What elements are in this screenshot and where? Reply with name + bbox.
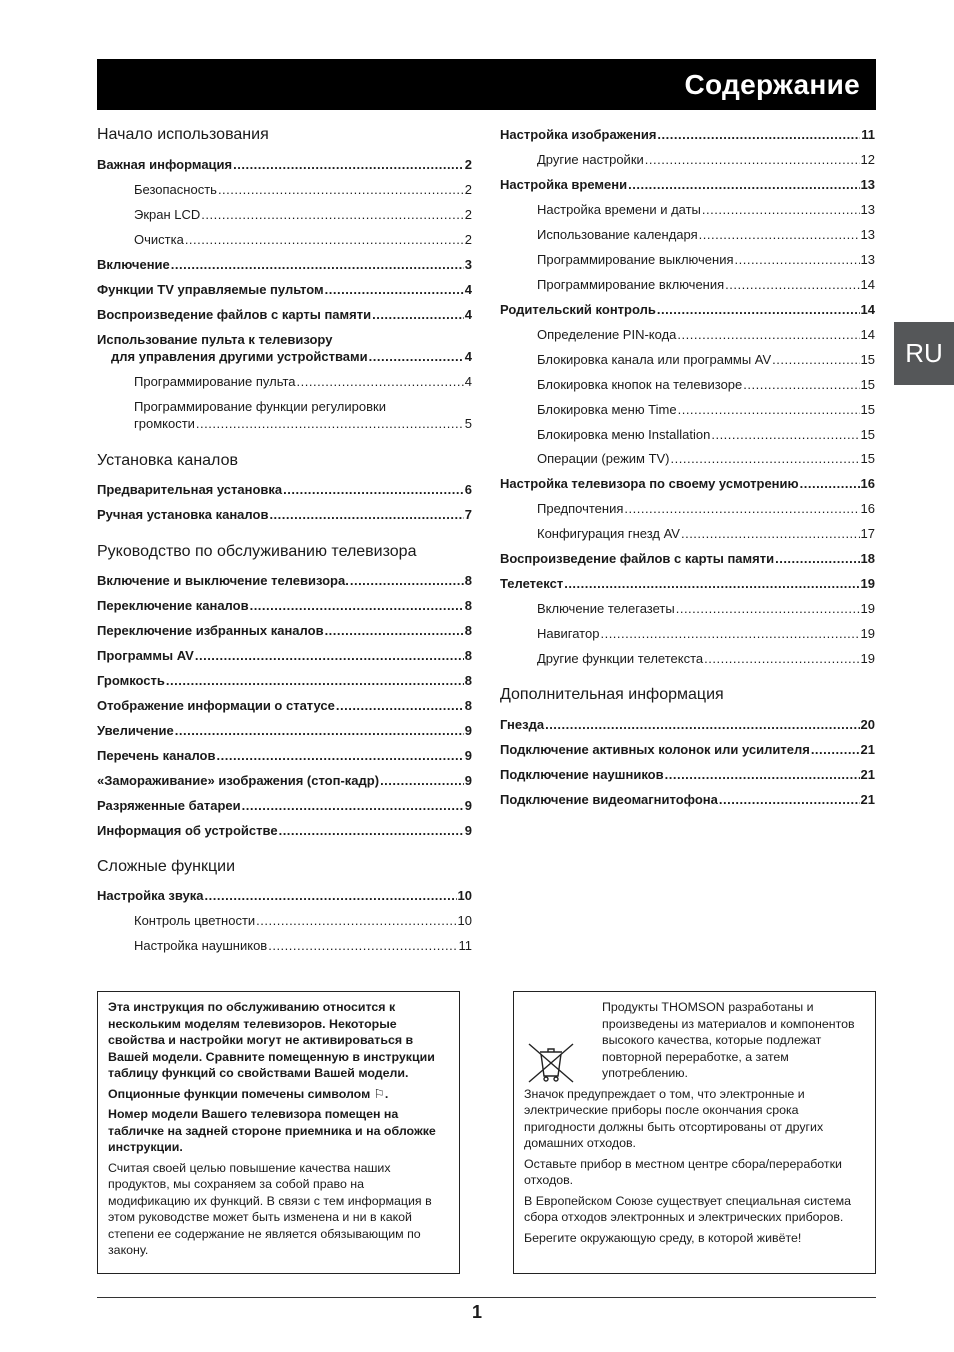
- toc-entry[interactable]: Настройка времени и даты ..... 13: [500, 201, 875, 218]
- recycling-notice-box: [513, 991, 876, 1274]
- toc-entry[interactable]: Программирование функции регулировки громкости ..... 5: [97, 398, 472, 432]
- toc-entry[interactable]: Ручная установка каналов ..... 7: [97, 506, 472, 523]
- toc-entry[interactable]: Очистка ..... 2: [97, 231, 472, 248]
- toc-entry[interactable]: Родительский контроль ..... 14: [500, 301, 875, 318]
- toc-entry[interactable]: Важная информация ..... 2: [97, 156, 472, 173]
- section-heading: Начало использования: [97, 126, 269, 143]
- toc-entry[interactable]: Предварительная установка ..... 6: [97, 481, 472, 498]
- toc-entry[interactable]: Гнезда ..... 20: [500, 716, 875, 733]
- toc-entry[interactable]: Подключение видеомагнитофона ..... 21: [500, 791, 875, 808]
- notice-paragraph: Эта инструкция по обслуживанию относится к нескольким моделям телевизоров. Некоторые свойства и настройки могут не активироваться в Вашей модели. Сравните помещенную в инструкции таблицу функций со свойствами Вашей модели.: [108, 1000, 435, 1080]
- toc-entry[interactable]: Предпочтения ..... 16: [500, 500, 875, 517]
- toc-entry[interactable]: Громкость ..... 8: [97, 672, 472, 689]
- toc-entry[interactable]: Включение и выключение телевизора. ..... 8: [97, 572, 472, 589]
- toc-entry[interactable]: Блокировка меню Time ..... 15: [500, 401, 875, 418]
- notice-paragraph: Опционные функции помечены символом ⚐.: [108, 1086, 389, 1101]
- toc-entry[interactable]: Увеличение ..... 9: [97, 722, 472, 739]
- crossed-bin-icon: [526, 1038, 576, 1084]
- toc-entry[interactable]: Воспроизведение файлов с карты памяти ..... 18: [500, 550, 875, 567]
- toc-entry[interactable]: Другие функции телетекста ..... 19: [500, 650, 875, 667]
- notice-paragraph: Берегите окружающую среду, в которой живёте!: [524, 1230, 802, 1245]
- notice-paragraph: Оставьте прибор в местном центре сбора/переработки отходов.: [524, 1156, 842, 1187]
- section-heading: Руководство по обслуживанию телевизора: [97, 543, 417, 560]
- toc-entry[interactable]: Блокировка меню Installation ..... 15: [500, 426, 875, 443]
- toc-entry[interactable]: Разряженные батареи ..... 9: [97, 797, 472, 814]
- toc-entry[interactable]: Использование пульта к телевизору для управления другими устройствами ..... 4: [97, 331, 472, 365]
- toc-entry[interactable]: Программирование включения ..... 14: [500, 276, 875, 293]
- toc-entry[interactable]: Настройка телевизора по своему усмотрению ..... 16: [500, 475, 875, 492]
- toc-entry[interactable]: Переключение каналов ..... 8: [97, 597, 472, 614]
- toc-entry[interactable]: Использование календаря ..... 13: [500, 226, 875, 243]
- toc-entry[interactable]: Блокировка канала или программы AV ..... 15: [500, 351, 875, 368]
- toc-entry[interactable]: Контроль цветности ..... 10: [97, 912, 472, 929]
- toc-entry[interactable]: Блокировка кнопок на телевизоре ..... 15: [500, 376, 875, 393]
- notice-paragraph: Считая своей целью повышение качества наших продуктов, мы сохраняем за собой право на модификацию их функций. В связи с тем информация в этом руководстве может быть изменена и ни в какой степени ее содержание не является обязывающим по закону.: [108, 1160, 432, 1257]
- toc-entry[interactable]: Подключение наушников ..... 21: [500, 766, 875, 783]
- footer-divider: [97, 1297, 876, 1298]
- header-bar: [97, 59, 876, 110]
- notice-paragraph: Номер модели Вашего телевизора помещен на табличке на задней стороне приемника и на обложке инструкции.: [108, 1107, 436, 1154]
- toc-entry[interactable]: Информация об устройстве ..... 9: [97, 822, 472, 839]
- notice-paragraph: Значок предупреждает о том, что электронные и электрические приборы после окончания срока пригодности должны быть отсортированы от других домашних отходов.: [524, 1086, 824, 1150]
- toc-entry[interactable]: Безопасность ..... 2: [97, 181, 472, 198]
- toc-entry[interactable]: Настройка времени ..... 13: [500, 176, 875, 193]
- toc-entry[interactable]: Настройка изображения ..... 11: [500, 126, 875, 143]
- notice-paragraph: Продукты THOMSON разработаны и произведены из материалов и компонентов высокого качества, которые подлежат повторной переработке, а затем употреблению.: [602, 1000, 855, 1080]
- toc-entry[interactable]: Навигатор ..... 19: [500, 625, 875, 642]
- section-heading: Сложные функции: [97, 858, 236, 875]
- model-notice-box: [97, 991, 460, 1274]
- toc-entry[interactable]: «Замораживание» изображения (стоп-кадр) ..... 9: [97, 772, 472, 789]
- toc-entry[interactable]: Включение телегазеты ..... 19: [500, 600, 875, 617]
- notice-paragraph: В Европейском Союзе существует специальная система сбора отходов электронных и электрических приборов.: [524, 1193, 852, 1224]
- toc-entry[interactable]: Перечень каналов ..... 9: [97, 747, 472, 764]
- toc-entry[interactable]: Программы AV ..... 8: [97, 647, 472, 664]
- toc-entry[interactable]: Настройка звука ..... 10: [97, 887, 472, 904]
- page-title: Содержание: [684, 68, 860, 100]
- optional-feature-icon: ⚐: [373, 1086, 385, 1101]
- toc-entry[interactable]: Подключение активных колонок или усилителя ..... 21: [500, 741, 875, 758]
- toc-entry[interactable]: Настройка наушников ..... 11: [97, 937, 472, 954]
- toc-entry[interactable]: Переключение избранных каналов ..... 8: [97, 622, 472, 639]
- toc-entry[interactable]: Определение PIN-кода ..... 14: [500, 326, 875, 343]
- toc-entry[interactable]: Функции TV управляемые пультом ..... 4: [97, 281, 472, 298]
- section-heading: Установка каналов: [97, 452, 238, 469]
- toc-entry[interactable]: Конфигурация гнезд AV ..... 17: [500, 525, 875, 542]
- toc-entry[interactable]: Телетекст ..... 19: [500, 575, 875, 592]
- toc-entry[interactable]: Воспроизведение файлов с карты памяти ..... 4: [97, 306, 472, 323]
- section-heading: Дополнительная информация: [500, 686, 724, 703]
- toc-entry[interactable]: Программирование выключения ..... 13: [500, 251, 875, 268]
- toc-entry[interactable]: Отображение информации о статусе ..... 8: [97, 697, 472, 714]
- page-number: 1: [471, 1302, 482, 1322]
- toc-entry[interactable]: Программирование пульта ..... 4: [97, 373, 472, 390]
- toc-entry[interactable]: Экран LCD ..... 2: [97, 206, 472, 223]
- toc-entry[interactable]: Включение ..... 3: [97, 256, 472, 273]
- toc-entry[interactable]: Операции (режим TV) ..... 15: [500, 450, 875, 467]
- language-tab: RU: [894, 322, 954, 385]
- toc-entry[interactable]: Другие настройки ..... 12: [500, 151, 875, 168]
